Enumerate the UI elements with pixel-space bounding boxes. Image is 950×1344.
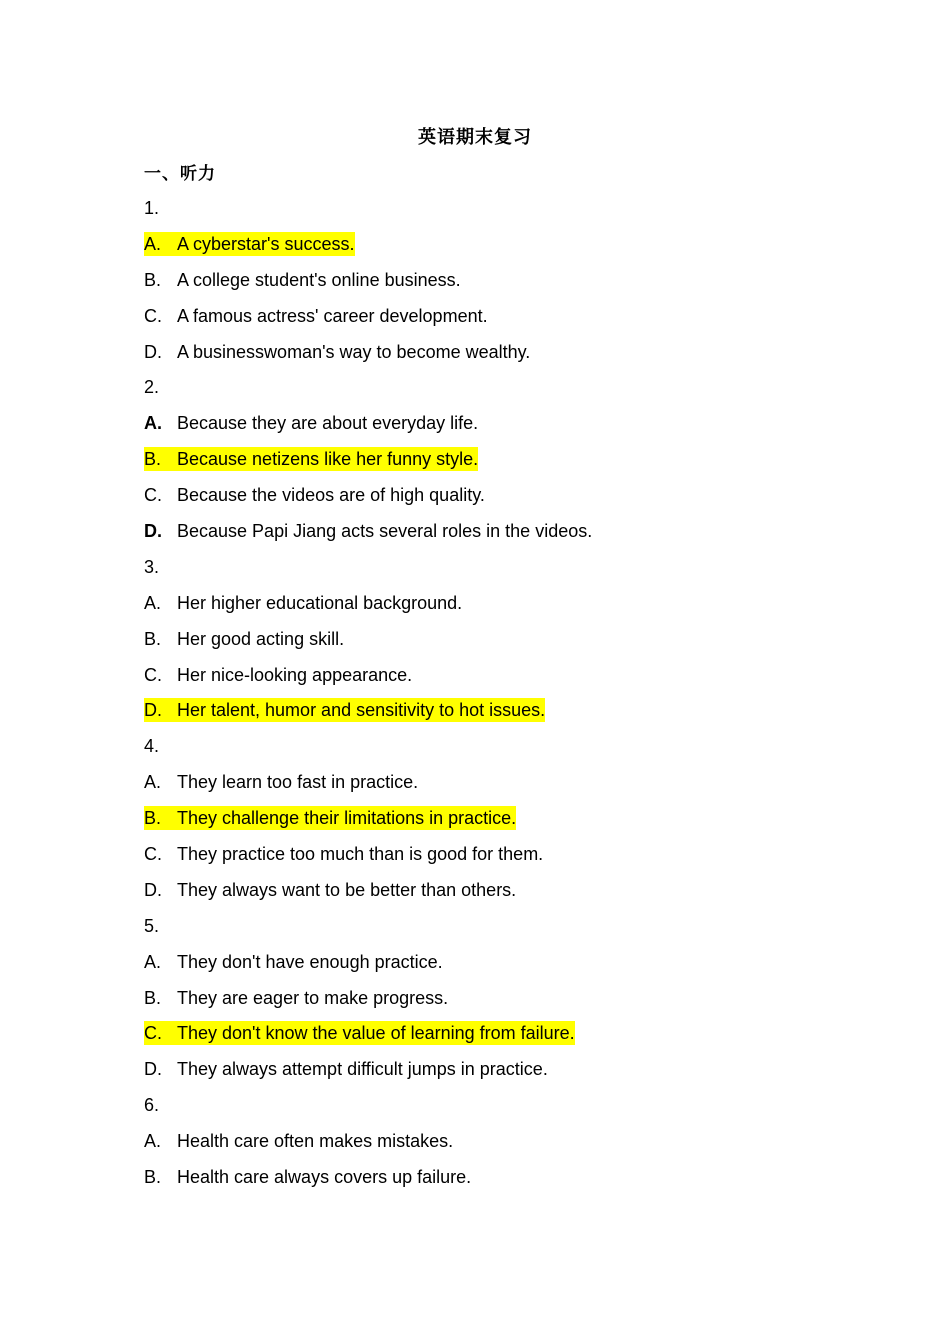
answer-option [144, 842, 543, 866]
option-line [144, 340, 864, 376]
option-line [144, 770, 864, 806]
option-line [144, 268, 864, 304]
answer-option [144, 340, 530, 364]
option-letter: B. [144, 449, 162, 470]
option-text: Health care often makes mistakes. [177, 1131, 454, 1152]
question-number: 1. [144, 198, 160, 218]
option-letter: B. [144, 269, 162, 290]
option-text: Because they are about everyday life. [177, 413, 479, 434]
answer-option [144, 304, 488, 328]
highlighted-answer-option [144, 698, 545, 722]
option-text: Health care always covers up failure. [177, 1167, 472, 1188]
answer-option [144, 411, 478, 435]
option-letter: B. [144, 628, 162, 649]
option-line [144, 806, 864, 842]
highlighted-answer-option [144, 232, 355, 256]
option-letter: D. [144, 879, 162, 900]
option-text: They don't know the value of learning from failure. [177, 1023, 575, 1044]
option-text: Her good acting skill. [177, 628, 345, 649]
answer-option [144, 1057, 548, 1081]
option-line [144, 1057, 864, 1093]
option-letter: C. [144, 305, 162, 326]
option-line [144, 519, 864, 555]
question-number-line [144, 1093, 864, 1129]
option-letter: A. [144, 951, 162, 972]
question-number-line [144, 914, 864, 950]
option-line [144, 591, 864, 627]
answer-option [144, 950, 443, 974]
answer-option [144, 663, 412, 687]
highlighted-answer-option [144, 447, 478, 471]
option-line [144, 698, 864, 734]
answer-option [144, 519, 592, 543]
option-text: A businesswoman's way to become wealthy. [177, 341, 531, 362]
option-text: A college student's online business. [177, 269, 461, 290]
answer-option [144, 483, 485, 507]
option-line [144, 986, 864, 1022]
option-letter: A. [144, 413, 162, 434]
answer-option [144, 770, 418, 794]
option-line [144, 627, 864, 663]
answer-option [144, 1129, 453, 1153]
option-line [144, 483, 864, 519]
option-text: They always attempt difficult jumps in practice. [177, 1059, 548, 1080]
option-line [144, 447, 864, 483]
answer-option [144, 627, 344, 651]
option-text: They always want to be better than others. [177, 879, 517, 900]
option-line [144, 232, 864, 268]
question-number-line [144, 734, 864, 770]
question-list [144, 196, 864, 1201]
answer-option [144, 878, 516, 902]
option-letter: C. [144, 485, 162, 506]
option-line [144, 663, 864, 699]
question-number-line [144, 555, 864, 591]
answer-option [144, 591, 462, 615]
question-number: 3. [144, 556, 160, 577]
option-letter: D. [144, 341, 162, 362]
option-text: Her talent, humor and sensitivity to hot issues. [177, 700, 546, 721]
option-letter: C. [144, 1023, 162, 1044]
option-letter: A. [144, 1131, 162, 1152]
option-letter: D. [144, 1059, 162, 1080]
question-number: 2. [144, 377, 160, 398]
option-letter: C. [144, 664, 162, 685]
option-line [144, 842, 864, 878]
highlighted-answer-option [144, 806, 516, 830]
option-letter: D. [144, 700, 162, 721]
option-text: Her nice-looking appearance. [177, 664, 413, 685]
question-number-line [144, 196, 864, 232]
document-title: 英语期末复习 [418, 127, 532, 148]
question-number: 5. [144, 915, 160, 936]
option-letter: A. [144, 772, 162, 793]
option-text: Because netizens like her funny style. [177, 449, 479, 470]
option-text: A cyberstar's success. [177, 233, 355, 254]
option-line [144, 1165, 864, 1201]
option-text: They are eager to make progress. [177, 987, 449, 1008]
option-text: Because Papi Jiang acts several roles in the videos. [177, 521, 593, 542]
option-letter: D. [144, 521, 162, 542]
option-letter: A. [144, 233, 162, 254]
option-letter: B. [144, 1167, 162, 1188]
option-text: They learn too fast in practice. [177, 772, 419, 793]
option-text: Because the videos are of high quality. [177, 485, 485, 506]
option-text: A famous actress' career development. [177, 305, 488, 326]
question-number: 6. [144, 1095, 160, 1116]
option-letter: C. [144, 844, 162, 865]
option-line [144, 1129, 864, 1165]
option-line [144, 878, 864, 914]
option-line [144, 950, 864, 986]
question-number-line [144, 375, 864, 411]
highlighted-answer-option [144, 1021, 575, 1045]
option-line [144, 1021, 864, 1057]
section-heading: 一、听力 [144, 164, 216, 184]
option-line [144, 304, 864, 340]
answer-option [144, 986, 448, 1010]
answer-option [144, 1165, 471, 1189]
option-text: They challenge their limitations in practice. [177, 808, 517, 829]
question-number: 4. [144, 736, 160, 757]
option-text: Her higher educational background. [177, 592, 463, 613]
option-letter: A. [144, 592, 162, 613]
option-text: They don't have enough practice. [177, 951, 443, 972]
option-letter: B. [144, 808, 162, 829]
option-letter: B. [144, 987, 162, 1008]
option-text: They practice too much than is good for them. [177, 844, 544, 865]
answer-option [144, 268, 461, 292]
option-line [144, 411, 864, 447]
